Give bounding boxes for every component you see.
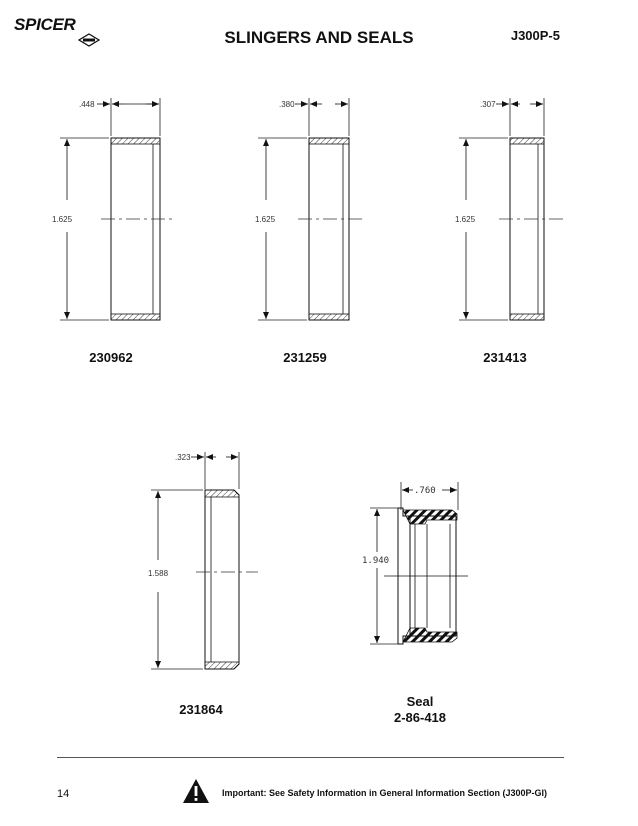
slinger-231259-drawing [255, 98, 365, 320]
height-dim-label: 1.588 [148, 569, 169, 578]
height-dim-label: 1.625 [52, 215, 73, 224]
height-dim-label: 1.625 [255, 215, 276, 224]
page-number: 14 [57, 788, 70, 800]
width-dim-label: .760 [414, 486, 436, 496]
part-number-231864: 231864 [179, 702, 223, 717]
warning-icon [182, 778, 210, 804]
slinger-231413-drawing [455, 98, 563, 320]
brand-logo-text: SPICER [14, 15, 76, 34]
seal-part-number: 2-86-418 [393, 710, 447, 725]
width-dim-label: .323 [175, 453, 191, 462]
safety-notice: Important: See Safety Information in General Information Section (J300P-GI) [222, 788, 548, 798]
height-dim-label: 1.940 [362, 556, 390, 566]
seal-label: Seal [406, 694, 434, 709]
slinger-230962-drawing [52, 98, 172, 320]
catalog-code: J300P-5 [510, 28, 560, 43]
width-dim-label: .307 [480, 100, 496, 109]
width-dim-label: .380 [279, 100, 295, 109]
part-number-231413: 231413 [483, 350, 527, 365]
page-title: SLINGERS AND SEALS [224, 28, 414, 47]
width-dim-label: .448 [79, 100, 95, 109]
part-number-230962: 230962 [89, 350, 133, 365]
height-dim-label: 1.625 [455, 215, 476, 224]
slinger-231864-drawing [148, 452, 258, 669]
part-number-231259: 231259 [283, 350, 327, 365]
footer-divider [57, 757, 564, 758]
seal-2-86-418-drawing [362, 482, 468, 644]
